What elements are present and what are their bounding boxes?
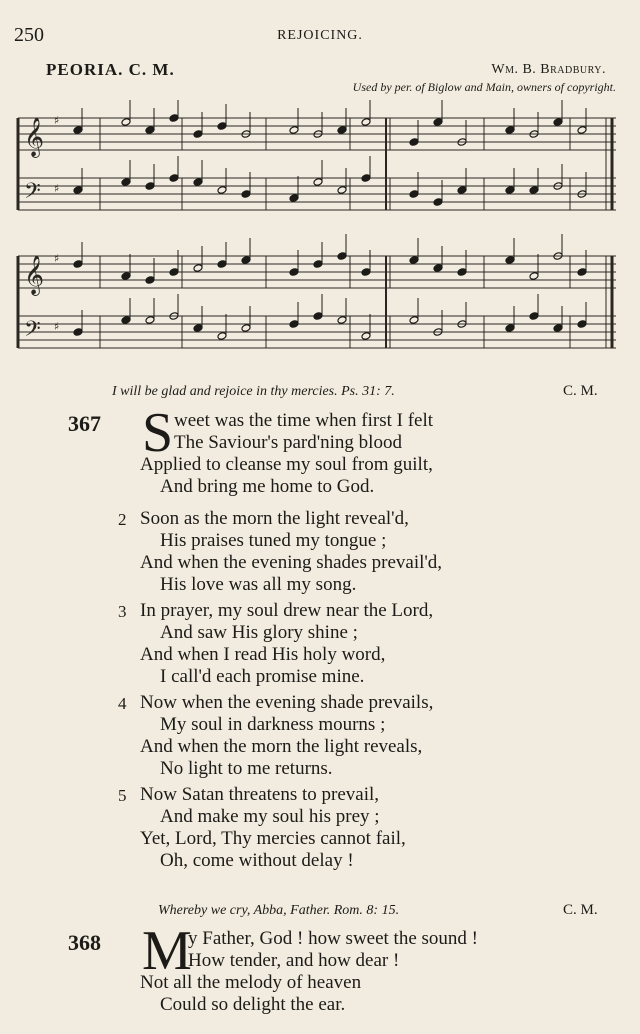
note-head [241, 324, 251, 333]
note-head [169, 174, 179, 183]
note-head [337, 252, 347, 261]
verse-line: His love was all my song. [160, 574, 357, 595]
verse-line: No light to me returns. [160, 758, 333, 779]
note-head [193, 178, 203, 187]
sharp-key-signature: ♯ [54, 320, 60, 333]
note-head [529, 312, 539, 321]
verse-number: 4 [118, 694, 127, 713]
verse-line: In prayer, my soul drew near the Lord, [140, 600, 434, 621]
note-head [361, 268, 371, 277]
music-score [14, 100, 626, 370]
hymn-367-meter: C. M. [563, 383, 598, 399]
verse-line: And when I read His holy word, [140, 644, 386, 665]
note-head [409, 138, 419, 147]
note-head [505, 256, 515, 265]
note-head [553, 118, 563, 127]
verse-line: Now when the evening shade prevails, [140, 692, 434, 713]
verse-line: Not all the melody of heaven [140, 972, 362, 993]
verse-number: 3 [118, 602, 127, 621]
note-head [337, 186, 347, 195]
note-head [409, 316, 419, 325]
note-head [529, 186, 539, 195]
verse-line: y Father, God ! how sweet the sound ! [188, 928, 478, 949]
note-head [457, 268, 467, 277]
verse-line: Applied to cleanse my soul from guilt, [140, 454, 433, 475]
note-head [337, 316, 347, 325]
note-head [217, 186, 227, 195]
note-head [73, 186, 83, 195]
verse-line: Soon as the morn the light reveal'd, [140, 508, 409, 529]
hymn-367-number: 367 [68, 411, 101, 436]
note-head [73, 126, 83, 135]
note-head [241, 256, 251, 265]
verse-line: Now Satan threatens to prevail, [140, 784, 380, 805]
note-head [289, 194, 299, 203]
verse-number: 5 [118, 786, 127, 805]
note-head [145, 182, 155, 191]
note-head [169, 268, 179, 277]
note-head [577, 268, 587, 277]
sharp-key-signature: ♯ [54, 114, 60, 127]
note-head [145, 276, 155, 285]
note-head [145, 126, 155, 135]
verse-line: Yet, Lord, Thy mercies cannot fail, [140, 828, 406, 849]
note-head [409, 190, 419, 199]
note-head [193, 324, 203, 333]
note-head [433, 264, 443, 273]
tune-name: PEORIA. C. M. [46, 60, 175, 79]
drop-cap: M [142, 920, 192, 982]
running-head: REJOICING. [277, 28, 363, 43]
note-head [361, 174, 371, 183]
bass-clef: 𝄢 [24, 179, 41, 209]
note-head [121, 178, 131, 187]
note-head [121, 316, 131, 325]
note-head [193, 130, 203, 139]
note-head [73, 260, 83, 269]
note-head [409, 256, 419, 265]
note-head [457, 186, 467, 195]
verse-line: And make my soul his prey ; [160, 806, 380, 827]
note-head [241, 190, 251, 199]
sharp-key-signature: ♯ [54, 252, 60, 265]
verse-line: Oh, come without delay ! [160, 850, 354, 871]
verse-line: Could so delight the ear. [160, 994, 346, 1015]
note-head [217, 260, 227, 269]
verse-line: His praises tuned my tongue ; [160, 530, 387, 551]
note-head [217, 332, 227, 341]
drop-cap: S [142, 402, 174, 464]
note-head [505, 186, 515, 195]
hymn-367-epigraph: I will be glad and rejoice in thy mercies. Ps. 31: 7. [112, 384, 395, 399]
note-head [577, 320, 587, 329]
note-head [313, 312, 323, 321]
note-head [121, 272, 131, 281]
verse-line: weet was the time when first I felt [174, 410, 434, 431]
composer: Wm. B. Bradbury. [491, 62, 606, 77]
note-head [73, 328, 83, 337]
verse-line: And bring me home to God. [160, 476, 375, 497]
note-head [433, 118, 443, 127]
note-head [313, 178, 323, 187]
note-head [289, 268, 299, 277]
verse-line: My soul in darkness mourns ; [160, 714, 386, 735]
note-head [121, 118, 131, 127]
note-head [289, 126, 299, 135]
verse-line: And saw His glory shine ; [160, 622, 358, 643]
note-head [529, 272, 539, 281]
note-head [505, 126, 515, 135]
hymn-368-epigraph: Whereby we cry, Abba, Father. Rom. 8: 15. [158, 903, 400, 918]
verse-line: And when the morn the light reveals, [140, 736, 423, 757]
note-head [193, 264, 203, 273]
hymn-368-meter: C. M. [563, 902, 598, 918]
note-head [145, 316, 155, 325]
copyright-note: Used by per. of Biglow and Main, owners of copyright. [352, 80, 616, 94]
note-head [313, 260, 323, 269]
note-head [337, 126, 347, 135]
verse-line: How tender, and how dear ! [188, 950, 400, 971]
note-head [169, 114, 179, 123]
page-number: 250 [14, 24, 44, 46]
verse-line: And when the evening shades prevail'd, [140, 552, 443, 573]
hymn-368-number: 368 [68, 930, 101, 955]
note-head [361, 332, 371, 341]
note-head [505, 324, 515, 333]
verse-line: The Saviour's pard'ning blood [174, 432, 402, 453]
treble-clef: 𝄞 [24, 117, 45, 157]
treble-clef: 𝄞 [24, 255, 45, 295]
bass-clef: 𝄢 [24, 317, 41, 347]
note-head [361, 118, 371, 127]
note-head [553, 324, 563, 333]
note-head [433, 198, 443, 207]
verse-line: I call'd each promise mine. [160, 666, 365, 687]
verse-number: 2 [118, 510, 127, 529]
sharp-key-signature: ♯ [54, 182, 60, 195]
note-head [217, 122, 227, 131]
note-head [289, 320, 299, 329]
note-head [577, 126, 587, 135]
